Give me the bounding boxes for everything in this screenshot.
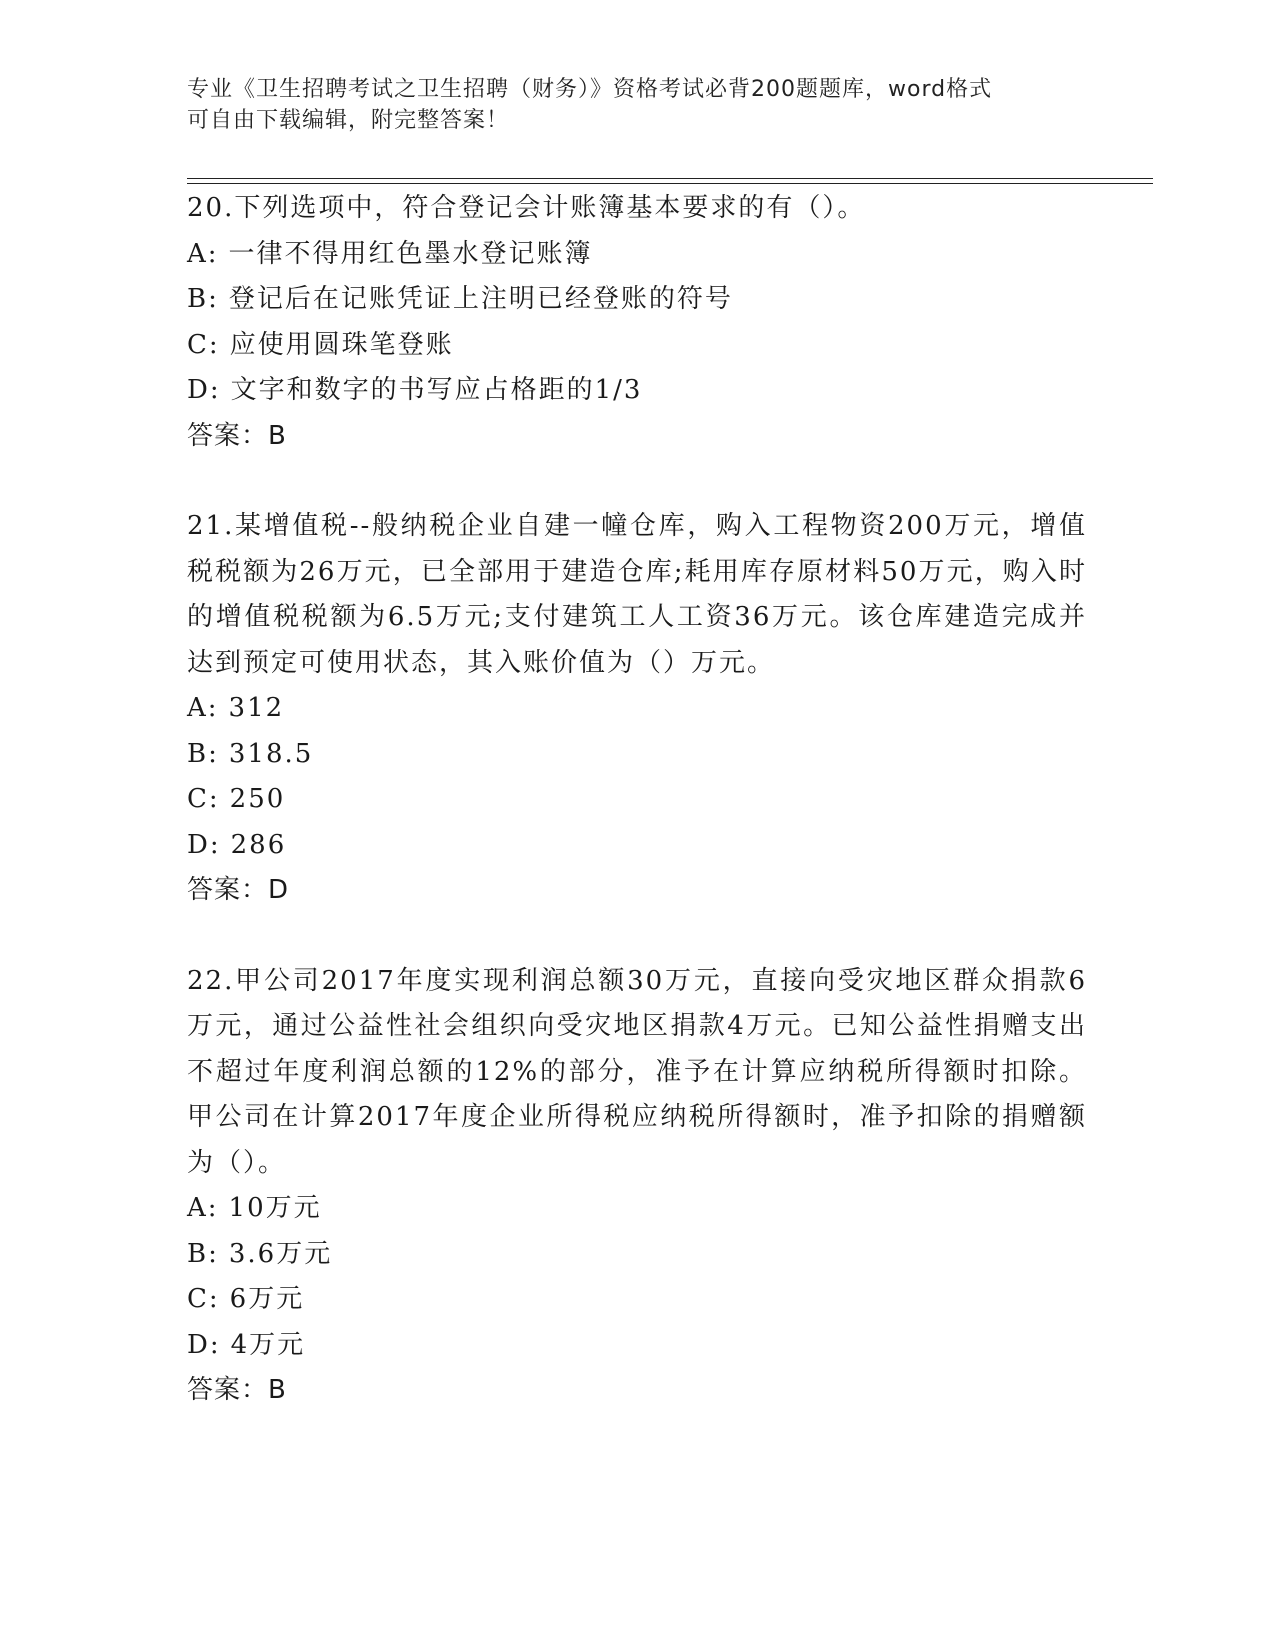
answer-label: 答案：B	[187, 420, 287, 451]
option-text: 一律不得用红色墨水登记账簿	[228, 238, 593, 269]
question-21	[187, 504, 1087, 914]
question-list	[187, 186, 1087, 1414]
question-text: 20.下列选项中，符合登记会计账簿基本要求的有（）。	[187, 193, 866, 223]
question-22	[187, 959, 1087, 1414]
spacer	[187, 914, 1087, 959]
option-key: B:	[187, 284, 219, 314]
option-key: C:	[187, 1284, 220, 1314]
option-c	[187, 777, 1087, 823]
option-text: 4万元	[230, 1329, 306, 1360]
option-key: A:	[187, 238, 219, 269]
option-text: 登记后在记账凭证上注明已经登账的符号	[228, 284, 733, 314]
question-text: 22.甲公司2017年度实现利润总额30万元，直接向受灾地区群众捐款6万元，通过公益性社会组织向受灾地区捐款4万元。已知公益性捐赠支出不超过年度利润总额的12%的部分，准予在计算应纳税所得额时扣除。甲公司在计算2017年度企业所得税应纳税所得额时，准予扣除的捐赠额为（）。	[187, 965, 1087, 1178]
option-text: 6万元	[229, 1284, 305, 1314]
option-a	[187, 1186, 1087, 1232]
option-key: D:	[187, 375, 221, 405]
spacer	[187, 459, 1087, 504]
option-b	[187, 1232, 1087, 1278]
header-divider-bottom	[187, 183, 1153, 184]
option-key: C:	[187, 329, 220, 360]
header-line-1: 专业《卫生招聘考试之卫生招聘（财务）》资格考试必背200题题库，word格式	[187, 77, 993, 102]
option-a	[187, 232, 1087, 278]
option-text: 10万元	[228, 1193, 322, 1223]
option-key: C:	[187, 784, 220, 814]
option-key: B:	[187, 738, 219, 769]
question-20	[187, 186, 1087, 459]
option-text: 286	[230, 829, 287, 860]
answer-label: 答案：B	[187, 1375, 287, 1405]
option-d	[187, 823, 1087, 869]
answer-label: 答案：D	[187, 875, 290, 905]
option-d	[187, 368, 1087, 414]
option-text: 3.6万元	[228, 1238, 333, 1269]
question-text: 21.某增值税--般纳税企业自建一幢仓库，购入工程物资200万元，增值税税额为26万元，已全部用于建造仓库;耗用库存原材料50万元，购入时的增值税税额为6.5万元;支付建筑工人工资36万元。该仓库建造完成并达到预定可使用状态，其入账价值为（）万元。	[187, 511, 1087, 678]
option-key: A:	[187, 1193, 219, 1223]
option-text: 318.5	[228, 738, 314, 769]
option-d	[187, 1323, 1087, 1369]
option-a	[187, 686, 1087, 732]
option-b	[187, 732, 1087, 778]
option-key: B:	[187, 1238, 219, 1269]
option-text: 250	[229, 784, 286, 814]
option-text: 312	[228, 693, 285, 723]
option-text: 文字和数字的书写应占格距的1/3	[230, 375, 643, 405]
header-line-2: 可自由下载编辑，附完整答案！	[187, 108, 510, 133]
document-header	[187, 74, 1087, 136]
option-b	[187, 277, 1087, 323]
option-key: D:	[187, 1329, 221, 1360]
option-text: 应使用圆珠笔登账	[229, 329, 454, 360]
header-divider-top	[187, 178, 1153, 179]
option-key: D:	[187, 829, 221, 860]
option-key: A:	[187, 693, 219, 723]
option-c	[187, 1277, 1087, 1323]
option-c	[187, 323, 1087, 369]
